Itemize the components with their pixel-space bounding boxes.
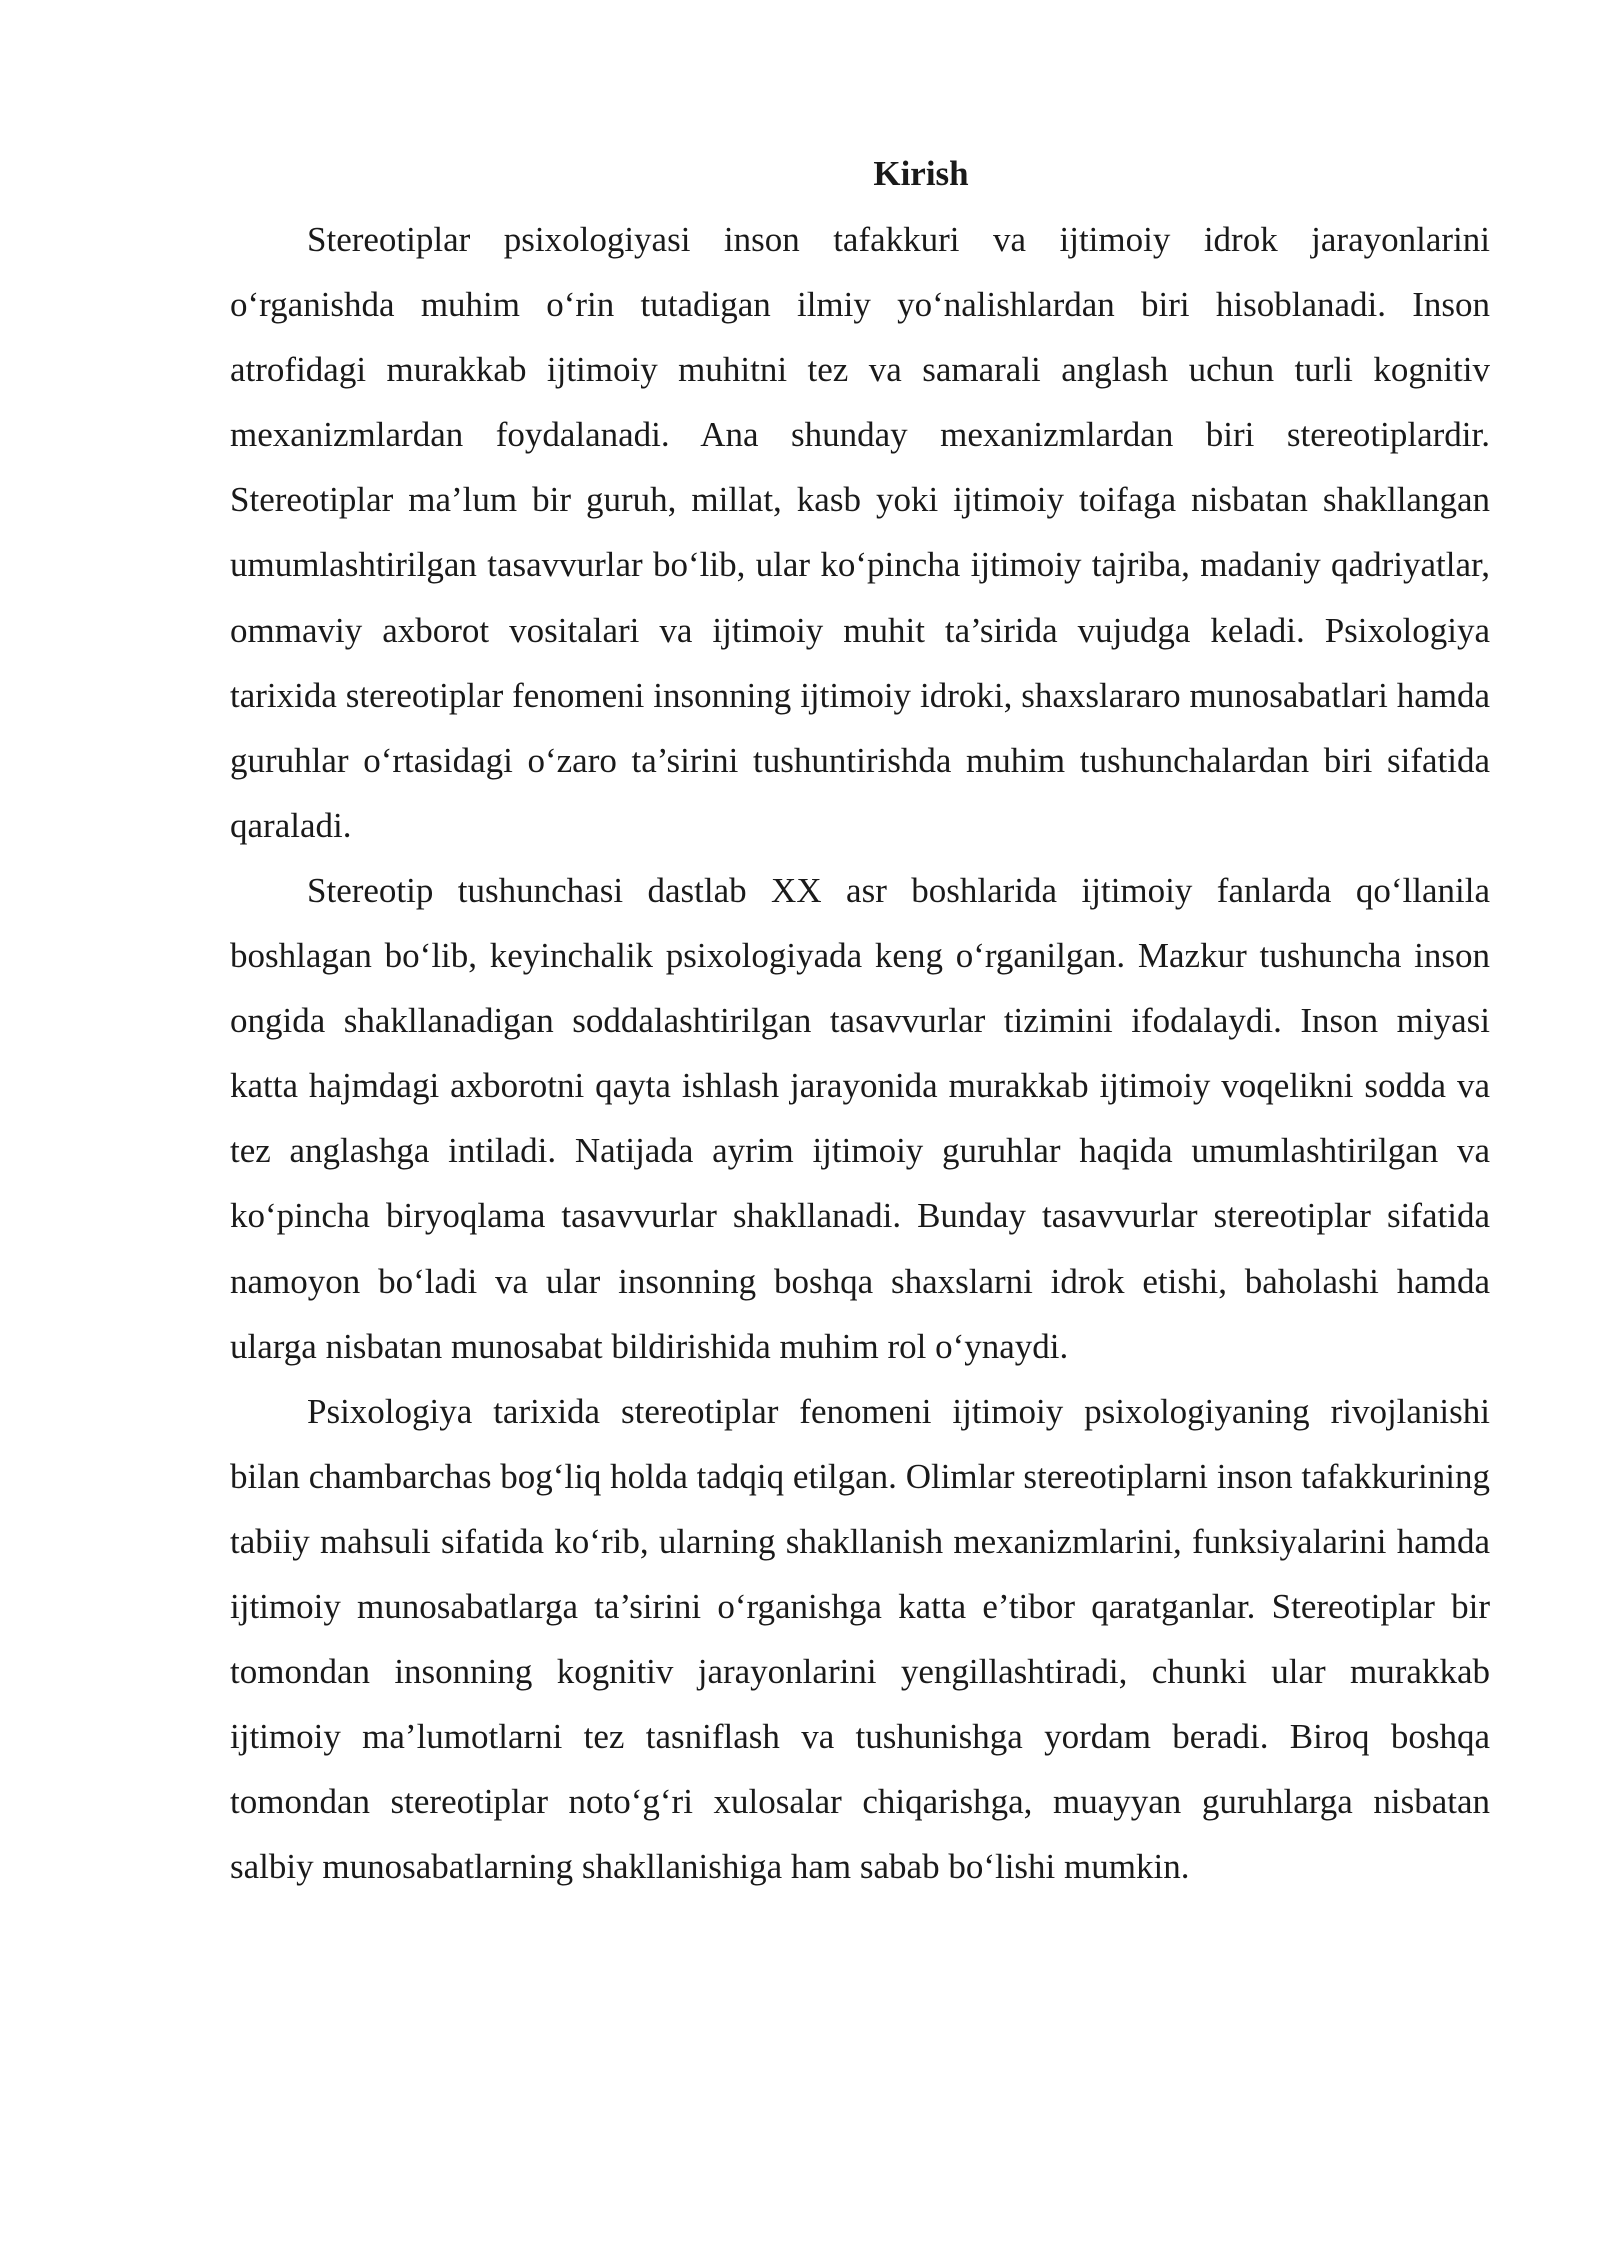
paragraph-2: Stereotip tushunchasi dastlab XX asr boshlarida ijtimoiy fanlarda qo‘llanila boshlagan bo‘lib, keyinchalik psixologiyada keng o‘rganilgan. Mazkur tushuncha inson ongida shakllanadigan soddalashtirilgan tasavvurlar tizimini ifodalaydi. Inson miyasi katta hajmdagi axborotni qayta ishlash jarayonida murakkab ijtimoiy voqelikni sodda va tez anglashga intiladi. Natijada ayrim ijtimoiy guruhlar haqida umumlashtirilgan va ko‘pincha biryoqlama tasavvurlar shakllanadi. Bunday tasavvurlar stereotiplar sifatida namoyon bo‘ladi va ular insonning boshqa shaxslarni idrok etishi, baholashi hamda ularga nisbatan munosabat bildirishida muhim rol o‘ynaydi. <box>230 870 1490 1366</box>
paragraph-1: Stereotiplar psixologiyasi inson tafakkuri va ijtimoiy idrok jarayonlarini o‘rganishda muhim o‘rin tutadigan ilmiy yo‘nalishlardan biri hisoblanadi. Inson atrofidagi murakkab ijtimoiy muhitni tez va samarali anglash uchun turli kognitiv mexanizmlardan foydalanadi. Ana shunday mexanizmlardan biri stereotiplardir. Stereotiplar ma’lum bir guruh, millat, kasb yoki ijtimoiy toifaga nisbatan shakllangan umumlashtirilgan tasavvurlar bo‘lib, ular ko‘pincha ijtimoiy tajriba, madaniy qadriyatlar, ommaviy axborot vositalari va ijtimoiy muhit ta’sirida vujudga keladi. Psixologiya tarixida stereotiplar fenomeni insonning ijtimoiy idroki, shaxslararo munosabatlari hamda guruhlar o‘rtasidagi o‘zaro ta’sirini tushuntirishda muhim tushunchalardan biri sifatida qaraladi. <box>230 220 1490 845</box>
document-title: Kirish <box>873 154 969 193</box>
paragraph-3: Psixologiya tarixida stereotiplar fenomeni ijtimoiy psixologiyaning rivojlanishi bilan chambarchas bog‘liq holda tadqiq etilgan. Olimlar stereotiplarni inson tafakkurining tabiiy mahsuli sifatida ko‘rib, ularning shakllanish mexanizmlarini, funksiyalarini hamda ijtimoiy munosabatlarga ta’sirini o‘rganishga katta e’tibor qaratganlar. Stereotiplar bir tomondan insonning kognitiv jarayonlarini yengillashtiradi, chunki ular murakkab ijtimoiy ma’lumotlarni tez tasniflash va tushunishga yordam beradi. Biroq boshqa tomondan stereotiplar noto‘g‘ri xulosalar chiqarishga, muayyan guruhlarga nisbatan salbiy munosabatlarning shakllanishiga ham sabab bo‘lishi mumkin. <box>230 1391 1490 1887</box>
document-page <box>230 148 1490 1899</box>
